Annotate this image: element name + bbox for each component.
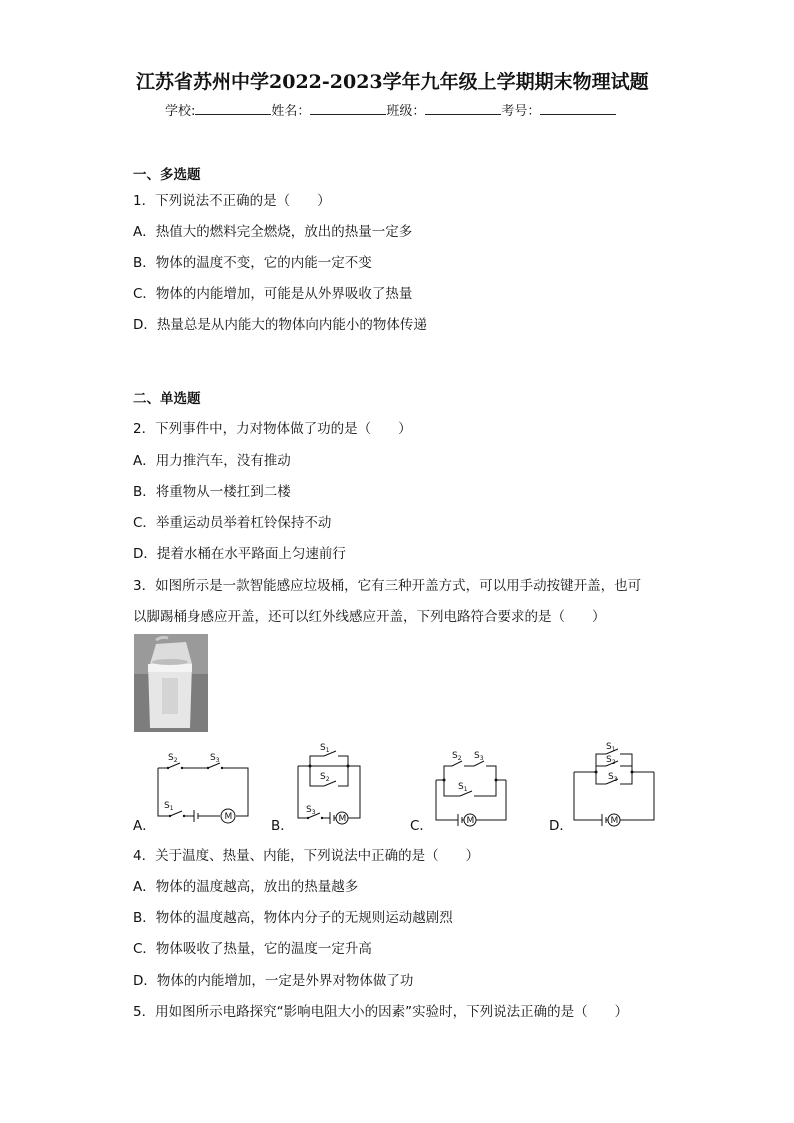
student-info-line [165, 102, 616, 121]
motor-label: M [224, 812, 233, 822]
motor-label: M [338, 814, 347, 824]
trash-can-illustration [134, 634, 208, 732]
circuit-diagram-c [430, 748, 510, 826]
switch-label-s1: $S_1$ [458, 782, 468, 793]
switch-label-s1: $S_1$ [606, 742, 616, 753]
school-label: 学校: [165, 104, 196, 119]
switch-label-s1: $S_1$ [320, 743, 330, 754]
q3-choice-c-label: C． [410, 818, 433, 834]
q3-choice-a-label: A． [133, 818, 156, 834]
name-blank[interactable] [310, 102, 386, 115]
switch-label-s2: $S_2$ [168, 753, 178, 764]
motor-label: M [610, 816, 619, 826]
switch-label-s2: $S_2$ [452, 751, 462, 762]
school-blank[interactable] [195, 102, 271, 115]
switch-label-s2: $S_2$ [606, 755, 616, 766]
switch-label-s2: $S_2$ [320, 772, 330, 783]
switch-label-s3: $S_3$ [306, 805, 316, 816]
q4-option-c: C．物体吸收了热量，它的温度一定升高 [133, 941, 372, 957]
q1-option-b: B．物体的温度不变，它的内能一定不变 [133, 255, 372, 271]
switch-label-s3: $S_3$ [608, 772, 618, 783]
switch-label-s3: $S_3$ [474, 751, 484, 762]
q5-stem: 5．用如图所示电路探究“影响电阻大小的因素”实验时，下列说法正确的是（ ） [133, 1004, 629, 1020]
switch-label-s1: $S_1$ [164, 801, 174, 812]
q1-option-c: C．物体的内能增加，可能是从外界吸收了热量 [133, 286, 413, 302]
q2-stem: 2．下列事件中，力对物体做了功的是（ ） [133, 421, 412, 437]
section-heading-multi-choice: 一、多选题 [133, 167, 201, 183]
name-label: 姓名： [271, 104, 311, 119]
exam-number-blank[interactable] [540, 102, 616, 115]
page-title: 江苏省苏州中学2022-2023学年九年级上学期期末物理试题 [136, 71, 649, 93]
q3-stem-line1: 3．如图所示是一款智能感应垃圾桶，它有三种开盖方式，可以用手动按键开盖，也可 [133, 578, 642, 594]
smart-trash-can-photo [134, 634, 208, 732]
circuit-diagram-a [150, 748, 250, 828]
q4-stem: 4．关于温度、热量、内能，下列说法中正确的是（ ） [133, 848, 480, 864]
class-label: 班级： [386, 104, 426, 119]
q2-option-b: B．将重物从一楼扛到二楼 [133, 484, 291, 500]
q2-option-d: D．提着水桶在水平路面上匀速前行 [133, 546, 346, 562]
q4-option-d: D．物体的内能增加，一定是外界对物体做了功 [133, 973, 414, 989]
q1-option-d: D．热量总是从内能大的物体向内能小的物体传递 [133, 317, 427, 333]
circuit-diagram-b [290, 742, 365, 826]
q2-option-a: A．用力推汽车，没有推动 [133, 453, 291, 469]
q4-option-a: A．物体的温度越高，放出的热量越多 [133, 879, 359, 895]
q3-choice-b-label: B． [271, 818, 294, 834]
q2-option-c: C．举重运动员举着杠铃保持不动 [133, 515, 332, 531]
q3-stem-line2: 以脚踢桶身感应开盖，还可以红外线感应开盖，下列电路符合要求的是（ ） [133, 609, 606, 625]
switch-label-s3: $S_3$ [210, 753, 220, 764]
q3-choice-d-label: D． [549, 818, 573, 834]
q1-option-a: A．热值大的燃料完全燃烧，放出的热量一定多 [133, 224, 413, 240]
class-blank[interactable] [425, 102, 501, 115]
q1-stem: 1．下列说法不正确的是（ ） [133, 193, 331, 209]
motor-label: M [466, 816, 475, 826]
circuit-diagram-d [568, 740, 658, 826]
section-heading-single-choice: 二、单选题 [133, 391, 201, 407]
q4-option-b: B．物体的温度越高，物体内分子的无规则运动越剧烈 [133, 910, 453, 926]
exam-number-label: 考号： [501, 104, 541, 119]
